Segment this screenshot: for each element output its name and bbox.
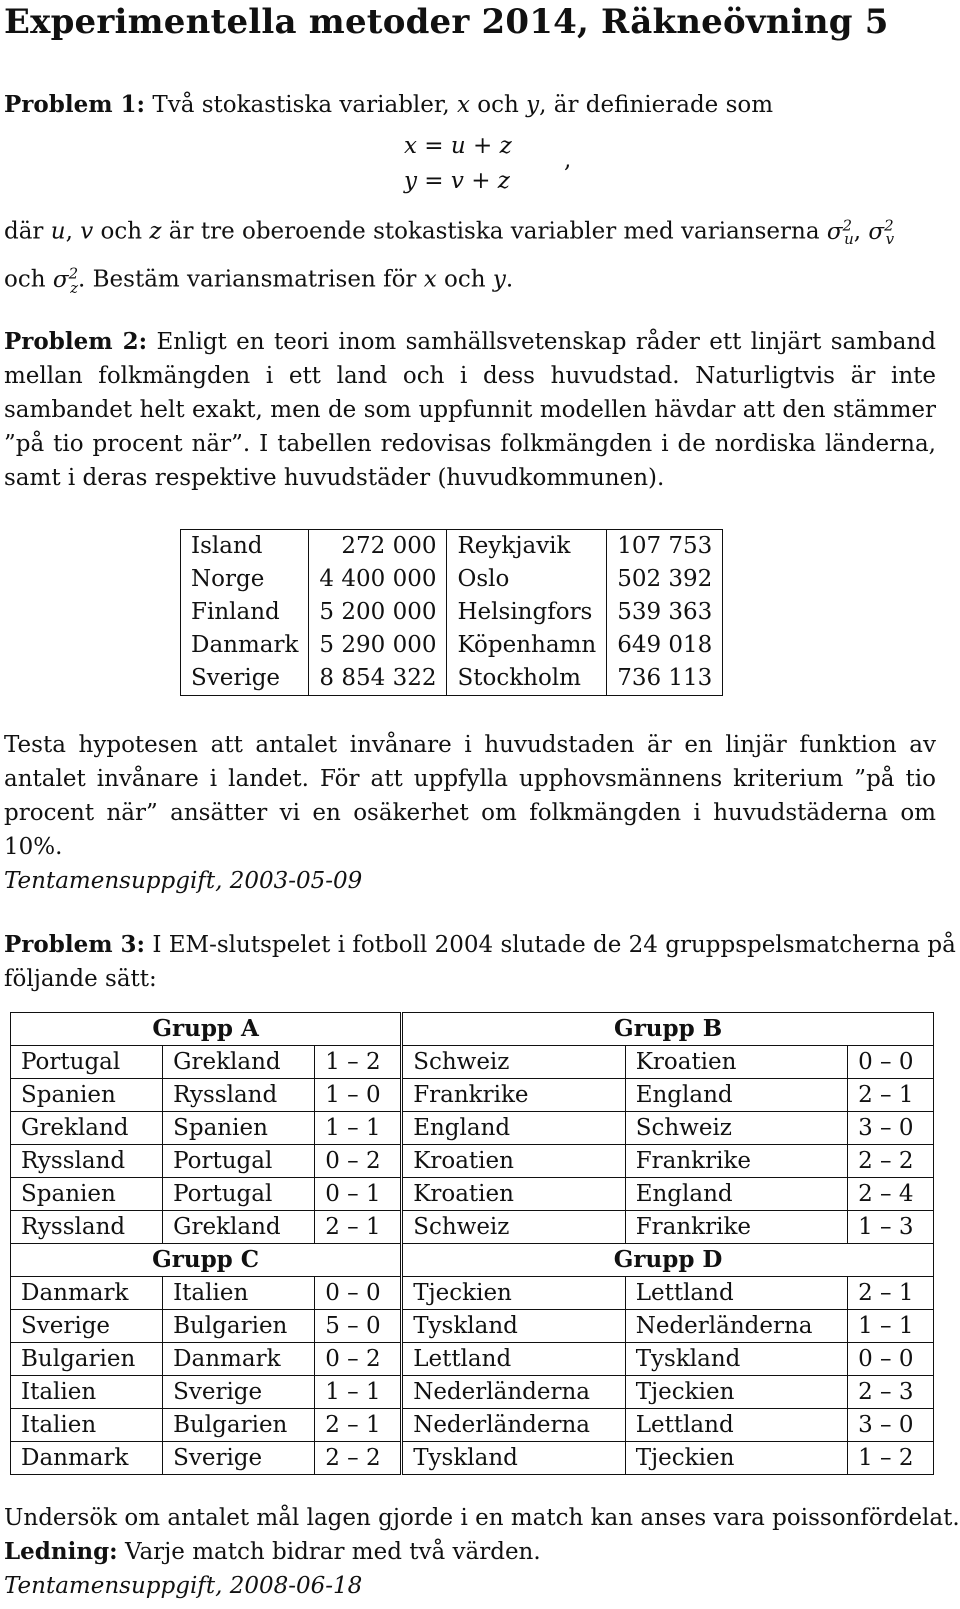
table-cell: 736 113: [617, 665, 713, 691]
match-row: [11, 1144, 934, 1177]
group-header: Grupp C: [11, 1243, 402, 1276]
match-cell: Danmark: [11, 1441, 163, 1474]
match-cell: 0 – 2: [315, 1342, 402, 1375]
table-cell: Island: [181, 529, 309, 563]
match-cell: Tyskland: [402, 1441, 626, 1474]
text: och: [4, 266, 53, 293]
match-row: [11, 1177, 934, 1210]
match-cell: Portugal: [163, 1144, 315, 1177]
text: Två stokastiska variabler,: [145, 92, 457, 118]
problem-2-text: [4, 325, 936, 495]
match-cell: 1 – 1: [848, 1309, 934, 1342]
match-cell: 1 – 1: [315, 1375, 402, 1408]
match-cell: Italien: [11, 1408, 163, 1441]
table-cell: Danmark: [181, 629, 309, 662]
match-cell: Spanien: [163, 1111, 315, 1144]
match-cell: Frankrike: [625, 1210, 847, 1243]
match-cell: Tyskland: [625, 1342, 847, 1375]
text: och: [93, 218, 150, 245]
text: och: [469, 92, 527, 118]
match-cell: 0 – 0: [848, 1045, 934, 1078]
table-cell: 502 392: [617, 566, 713, 592]
match-cell: Lettland: [402, 1342, 626, 1375]
results-table: [10, 1012, 934, 1475]
table-cell: 107 753: [617, 533, 713, 559]
match-cell: Spanien: [11, 1177, 163, 1210]
match-cell: Frankrike: [625, 1144, 847, 1177]
text: Varje match bidrar med två värden.: [117, 1538, 541, 1565]
match-row: [11, 1111, 934, 1144]
var-x: x: [423, 266, 437, 293]
problem-1-intro: [4, 88, 960, 122]
table-cell: 649 018: [617, 632, 713, 658]
match-cell: Ryssland: [11, 1144, 163, 1177]
match-cell: 1 – 2: [848, 1441, 934, 1474]
match-cell: 1 – 1: [315, 1111, 402, 1144]
table-cell: Köpenhamn: [447, 629, 607, 662]
table-cell: 539 363: [617, 599, 713, 625]
problem-2: [4, 325, 960, 898]
match-row: [11, 1375, 934, 1408]
match-cell: Tjeckien: [402, 1276, 626, 1309]
page-title: Experimentella metoder 2014, Räkneövning 5: [4, 2, 889, 42]
match-row: [11, 1342, 934, 1375]
match-cell: 0 – 0: [848, 1342, 934, 1375]
match-cell: 2 – 4: [848, 1177, 934, 1210]
table-cell: Helsingfors: [447, 596, 607, 629]
table-row: [181, 596, 723, 629]
problem-3-text: [4, 928, 960, 996]
match-cell: Italien: [11, 1375, 163, 1408]
match-cell: 2 – 1: [848, 1276, 934, 1309]
match-row: [11, 1441, 934, 1474]
match-cell: Lettland: [625, 1408, 847, 1441]
text: och: [436, 266, 493, 293]
text: där: [4, 218, 51, 245]
match-row: [11, 1408, 934, 1441]
table-cell: Reykjavik: [447, 529, 607, 563]
table-row: [181, 629, 723, 662]
equation-comma: ,: [564, 147, 572, 173]
match-cell: 2 – 1: [848, 1078, 934, 1111]
problem-3-label: Problem 3:: [4, 930, 146, 958]
match-row: [11, 1210, 934, 1243]
table-row: [181, 662, 723, 696]
table-cell: Norge: [181, 563, 309, 596]
match-cell: 3 – 0: [848, 1111, 934, 1144]
hint-label: Ledning:: [4, 1537, 118, 1565]
text: ,: [853, 218, 869, 245]
table-cell: 8 854 322: [309, 662, 447, 696]
match-cell: 2 – 2: [848, 1144, 934, 1177]
match-cell: Grekland: [163, 1210, 315, 1243]
table-row: [181, 563, 723, 596]
match-row: [11, 1078, 934, 1111]
match-cell: 2 – 1: [315, 1408, 402, 1441]
problem-3-question: Undersök om antalet mål lagen gjorde i en match kan anses vara poissonfördelat.: [4, 1504, 960, 1531]
text: . Bestäm variansmatrisen för: [78, 266, 424, 293]
match-cell: Grekland: [11, 1111, 163, 1144]
table-cell: Sverige: [181, 662, 309, 696]
match-cell: 2 – 2: [315, 1441, 402, 1474]
text: ,: [65, 218, 81, 245]
problem-3-hint: [4, 1535, 960, 1569]
problem-1: [4, 88, 960, 305]
match-cell: England: [625, 1177, 847, 1210]
match-cell: Nederländerna: [402, 1408, 626, 1441]
match-cell: Danmark: [163, 1342, 315, 1375]
match-cell: Kroatien: [402, 1177, 626, 1210]
var-z: z: [149, 218, 162, 245]
match-cell: Ryssland: [11, 1210, 163, 1243]
match-cell: 1 – 2: [315, 1045, 402, 1078]
match-cell: 5 – 0: [315, 1309, 402, 1342]
match-cell: 3 – 0: [848, 1408, 934, 1441]
problem-1-label: Problem 1:: [4, 91, 146, 118]
text: I EM-slutspelet i fotboll 2004 slutade de 24 gruppspelsmatcherna på följande sätt:: [4, 931, 956, 992]
match-cell: Italien: [163, 1276, 315, 1309]
problem-2-source: Tentamensuppgift, 2003-05-09: [4, 867, 363, 894]
match-cell: Frankrike: [402, 1078, 626, 1111]
match-row: [11, 1276, 934, 1309]
match-cell: Bulgarien: [163, 1309, 315, 1342]
match-cell: Kroatien: [402, 1144, 626, 1177]
match-cell: Schweiz: [402, 1210, 626, 1243]
table-cell: 5 290 000: [309, 629, 447, 662]
var-u: u: [50, 218, 66, 245]
group-header: Grupp B: [402, 1012, 934, 1045]
match-cell: Tjeckien: [625, 1375, 847, 1408]
population-table: [180, 529, 723, 696]
match-cell: England: [402, 1111, 626, 1144]
match-cell: 0 – 0: [315, 1276, 402, 1309]
problem-2-question: Testa hypotesen att antalet invånare i huvudstaden är en linjär funktion av antalet invånare i landet. För att uppfylla upphovsmännens kriterium ”på tio procent när” ansätter vi en osäkerhet om folkmängden i huvudstäderna om 10%.: [4, 731, 936, 860]
problem-3: [4, 928, 960, 1603]
match-cell: Portugal: [163, 1177, 315, 1210]
match-cell: Nederländerna: [625, 1309, 847, 1342]
group-header-row: [11, 1012, 934, 1045]
match-cell: 1 – 3: [848, 1210, 934, 1243]
match-cell: Spanien: [11, 1078, 163, 1111]
equation-x: x = u + z: [404, 133, 512, 159]
sigma-v: $\sigma^2_v$: [868, 216, 895, 249]
match-cell: Grekland: [163, 1045, 315, 1078]
var-y: y: [526, 92, 540, 118]
match-cell: 2 – 1: [315, 1210, 402, 1243]
table-cell: 272 000: [309, 529, 447, 563]
match-cell: 0 – 2: [315, 1144, 402, 1177]
text: är tre oberoende stokastiska variabler med varianserna: [161, 218, 827, 245]
table-cell: Oslo: [447, 563, 607, 596]
group-header: Grupp A: [11, 1012, 402, 1045]
match-cell: Portugal: [11, 1045, 163, 1078]
match-cell: Schweiz: [625, 1111, 847, 1144]
equation-y: y = v + z: [404, 168, 510, 194]
var-v: v: [80, 218, 94, 245]
table-cell: Stockholm: [447, 662, 607, 696]
table-cell: 5 200 000: [309, 596, 447, 629]
match-cell: Kroatien: [625, 1045, 847, 1078]
match-cell: Sverige: [163, 1375, 315, 1408]
match-cell: Sverige: [11, 1309, 163, 1342]
match-cell: Lettland: [625, 1276, 847, 1309]
var-y: y: [492, 266, 506, 293]
match-row: [11, 1309, 934, 1342]
text: .: [505, 266, 514, 293]
match-cell: Tjeckien: [625, 1441, 847, 1474]
match-cell: 1 – 0: [315, 1078, 402, 1111]
match-cell: Schweiz: [402, 1045, 626, 1078]
match-cell: Tyskland: [402, 1309, 626, 1342]
match-cell: Sverige: [163, 1441, 315, 1474]
table-row: [181, 529, 723, 563]
table-cell: Finland: [181, 596, 309, 629]
problem-3-source: Tentamensuppgift, 2008-06-18: [4, 1572, 363, 1599]
sigma-u: $\sigma^2_u$: [826, 216, 854, 249]
text: , är definierade som: [539, 92, 774, 118]
equation-block: [4, 130, 960, 202]
match-cell: Bulgarien: [11, 1342, 163, 1375]
group-header-row: [11, 1243, 934, 1276]
match-cell: 0 – 1: [315, 1177, 402, 1210]
sigma-z: $\sigma^2_z$: [52, 264, 79, 297]
match-cell: Bulgarien: [163, 1408, 315, 1441]
var-x: x: [456, 92, 470, 118]
problem-2-label: Problem 2:: [4, 327, 148, 355]
text: Enligt en teori inom samhällsvetenskap råder ett linjärt samband mellan folkmängden i ett land och i dess huvudstad. Naturligtvis är inte sambandet helt exakt, men de som uppfunnit modellen hävdar att den stämmer ”på tio procent när”. I tabellen redovisas folkmängden i de nordiska länderna, samt i deras respektive huvudstäder (huvudkommunen).: [4, 328, 937, 491]
match-cell: England: [625, 1078, 847, 1111]
match-cell: 2 – 3: [848, 1375, 934, 1408]
table-cell: 4 400 000: [309, 563, 447, 596]
group-header: Grupp D: [402, 1243, 934, 1276]
problem-1-body: [4, 208, 960, 305]
match-row: [11, 1045, 934, 1078]
match-cell: Danmark: [11, 1276, 163, 1309]
match-cell: Ryssland: [163, 1078, 315, 1111]
match-cell: Nederländerna: [402, 1375, 626, 1408]
